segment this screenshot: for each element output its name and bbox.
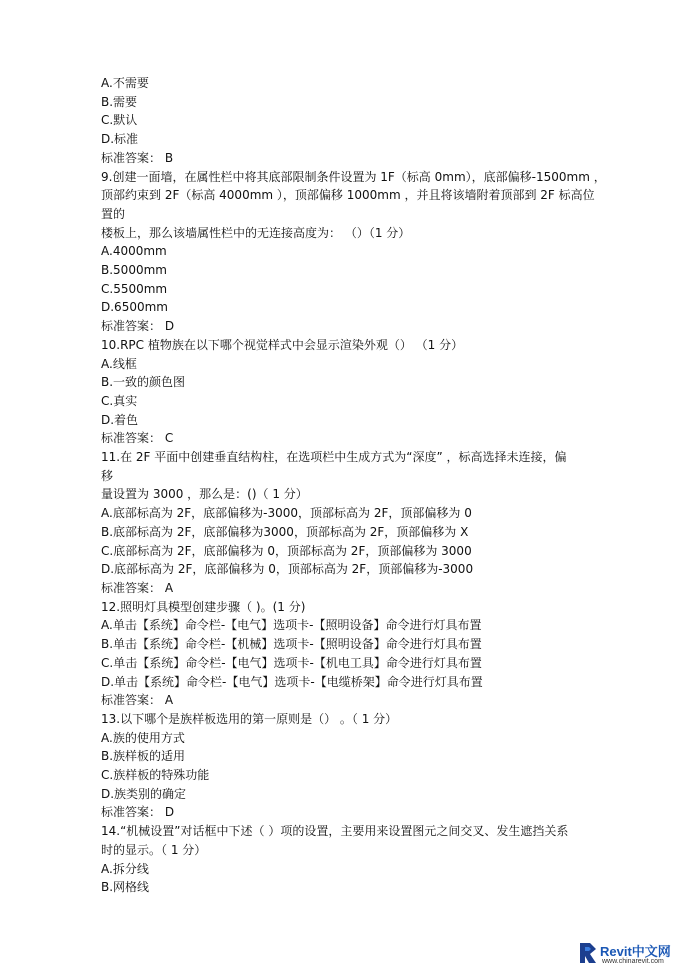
text-line: 10.RPC 植物族在以下哪个视觉样式中会显示渲染外观（） （1 分） bbox=[101, 337, 464, 352]
text-line: A.4000mm bbox=[101, 244, 167, 259]
site-logo[interactable] bbox=[578, 939, 690, 969]
text-line: D.族类别的确定 bbox=[101, 786, 187, 801]
text-line: B.5000mm bbox=[101, 263, 167, 278]
text-line: B.需要 bbox=[101, 94, 138, 109]
text-line: C.族样板的特殊功能 bbox=[101, 768, 210, 783]
text-line: 置的 bbox=[101, 206, 126, 221]
text-line: B.族样板的适用 bbox=[101, 749, 186, 764]
answer-line: 标准答案： D bbox=[101, 319, 175, 334]
text-line: B.底部标高为 2F，底部偏移为3000，顶部标高为 2F，顶部偏移为 X bbox=[101, 524, 469, 539]
text-line: B.单击【系统】命令栏-【机械】选项卡-【照明设备】命令进行灯具布置 bbox=[101, 637, 482, 652]
text-line: 时的显示。（ 1 分） bbox=[101, 842, 207, 857]
answer-line: 标准答案： A bbox=[101, 693, 174, 708]
text-line: 9.创建一面墙，在属性栏中将其底部限制条件设置为 1F（标高 0mm），底部偏移-1500mm ， bbox=[101, 169, 606, 184]
text-line: A.单击【系统】命令栏-【电气】选项卡-【照明设备】命令进行灯具布置 bbox=[101, 618, 482, 633]
text-line: 顶部约束到 2F（标高 4000mm ），顶部偏移 1000mm ，并且将该墙附着顶部到 2F 标高位 bbox=[101, 188, 595, 203]
text-line: D.6500mm bbox=[101, 300, 168, 315]
text-line: D.底部标高为 2F，底部偏移为 0，顶部标高为 2F，顶部偏移为-3000 bbox=[101, 562, 474, 577]
text-line: A.不需要 bbox=[101, 76, 149, 90]
revit-logo-icon bbox=[578, 941, 598, 965]
text-line: 12.照明灯具模型创建步骤（ )。(1 分) bbox=[101, 599, 306, 614]
text-line: D.单击【系统】命令栏-【电气】选项卡-【电缆桥架】命令进行灯具布置 bbox=[101, 674, 483, 689]
text-line: A.线框 bbox=[101, 356, 137, 371]
text-line: 量设置为 3000 ，那么是：()（ 1 分） bbox=[101, 487, 308, 502]
logo-brand-text: Revit中文网 bbox=[600, 944, 671, 959]
text-line: 移 bbox=[101, 468, 114, 483]
text-line: C.真实 bbox=[101, 393, 138, 408]
answer-line: 标准答案： D bbox=[101, 805, 175, 820]
text-line: 13.以下哪个是族样板选用的第一原则是（） 。（ 1 分） bbox=[101, 711, 398, 726]
text-line: 楼板上，那么该墙属性栏中的无连接高度为： （）（1 分） bbox=[101, 225, 411, 240]
logo-url-text: www.chinarevit.com bbox=[602, 958, 664, 965]
answer-line: 标准答案： C bbox=[101, 431, 174, 446]
text-line: 11.在 2F 平面中创建垂直结构柱，在选项栏中生成方式为“深度” ，标高选择未连接，偏 bbox=[101, 450, 567, 465]
text-line: A.底部标高为 2F，底部偏移为-3000，顶部标高为 2F，顶部偏移为 0 bbox=[101, 506, 472, 521]
text-line: C.底部标高为 2F，底部偏移为 0，顶部标高为 2F，顶部偏移为 3000 bbox=[101, 543, 472, 558]
text-line: A.族的使用方式 bbox=[101, 730, 185, 745]
text-line: D.着色 bbox=[101, 412, 139, 427]
answer-line: 标准答案： B bbox=[101, 150, 174, 165]
text-line: C.5500mm bbox=[101, 281, 168, 296]
text-line: 14.“机械设置”对话框中下述（ ）项的设置，主要用来设置图元之间交叉、发生遮挡关系 bbox=[101, 824, 569, 839]
text-line: C.默认 bbox=[101, 113, 138, 128]
answer-line: 标准答案： A bbox=[101, 580, 174, 595]
text-line: B.网格线 bbox=[101, 880, 150, 895]
text-line: D.标准 bbox=[101, 132, 139, 147]
question-document bbox=[101, 74, 611, 897]
text-line: A.拆分线 bbox=[101, 861, 149, 876]
text-line: B.一致的颜色图 bbox=[101, 375, 186, 390]
text-line: C.单击【系统】命令栏-【电气】选项卡-【机电工具】命令进行灯具布置 bbox=[101, 655, 482, 670]
